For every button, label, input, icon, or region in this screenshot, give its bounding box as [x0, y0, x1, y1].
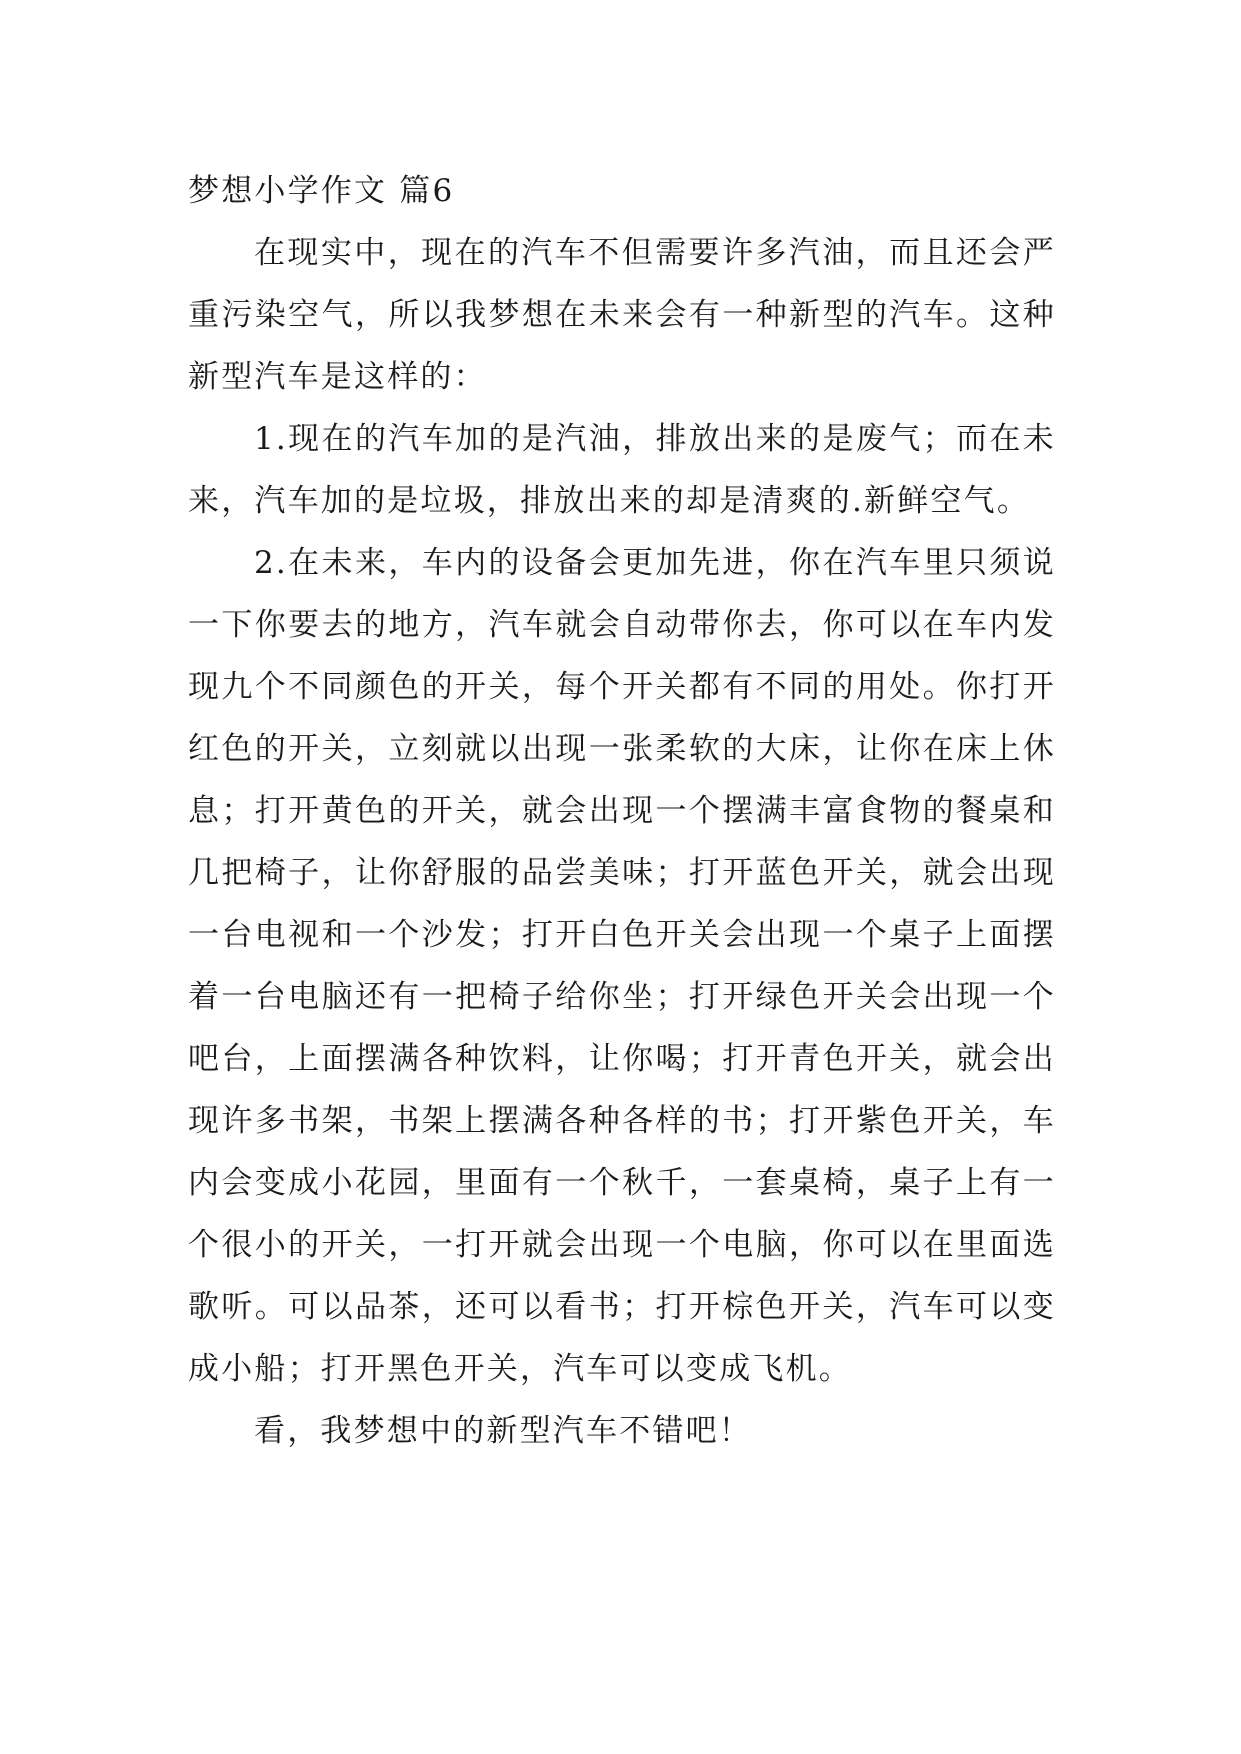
- document-body: [188, 160, 1056, 1462]
- paragraph-conclusion: 看，我梦想中的新型汽车不错吧！: [254, 1413, 752, 1449]
- paragraph-point-2: 2.在未来，车内的设备会更加先进，你在汽车里只须说一下你要去的地方，汽车就会自动带你去，你可以在车内发现九个不同颜色的开关，每个开关都有不同的用处。你打开红色的开关，立刻就以出现一张柔软的大床，让你在床上休息；打开黄色的开关，就会出现一个摆满丰富食物的餐桌和几把椅子，让你舒服的品尝美味；打开蓝色开关，就会出现一台电视和一个沙发；打开白色开关会出现一个桌子上面摆着一台电脑还有一把椅子给你坐；打开绿色开关会出现一个吧台，上面摆满各种饮料，让你喝；打开青色开关，就会出现许多书架，书架上摆满各种各样的书；打开紫色开关，车内会变成小花园，里面有一个秋千，一套桌椅，桌子上有一个很小的开关，一打开就会出现一个电脑，你可以在里面选歌听。可以品茶，还可以看书；打开棕色开关，汽车可以变成小船；打开黑色开关，汽车可以变成飞机。: [188, 545, 1056, 1387]
- paragraph-point-1: 1.现在的汽车加的是汽油，排放出来的是废气；而在未来，汽车加的是垃圾，排放出来的却是清爽的.新鲜空气。: [188, 421, 1056, 519]
- document-title: 梦想小学作文 篇6: [188, 173, 455, 209]
- paragraph-intro: 在现实中，现在的汽车不但需要许多汽油，而且还会严重污染空气，所以我梦想在未来会有一种新型的汽车。这种新型汽车是这样的：: [188, 235, 1056, 395]
